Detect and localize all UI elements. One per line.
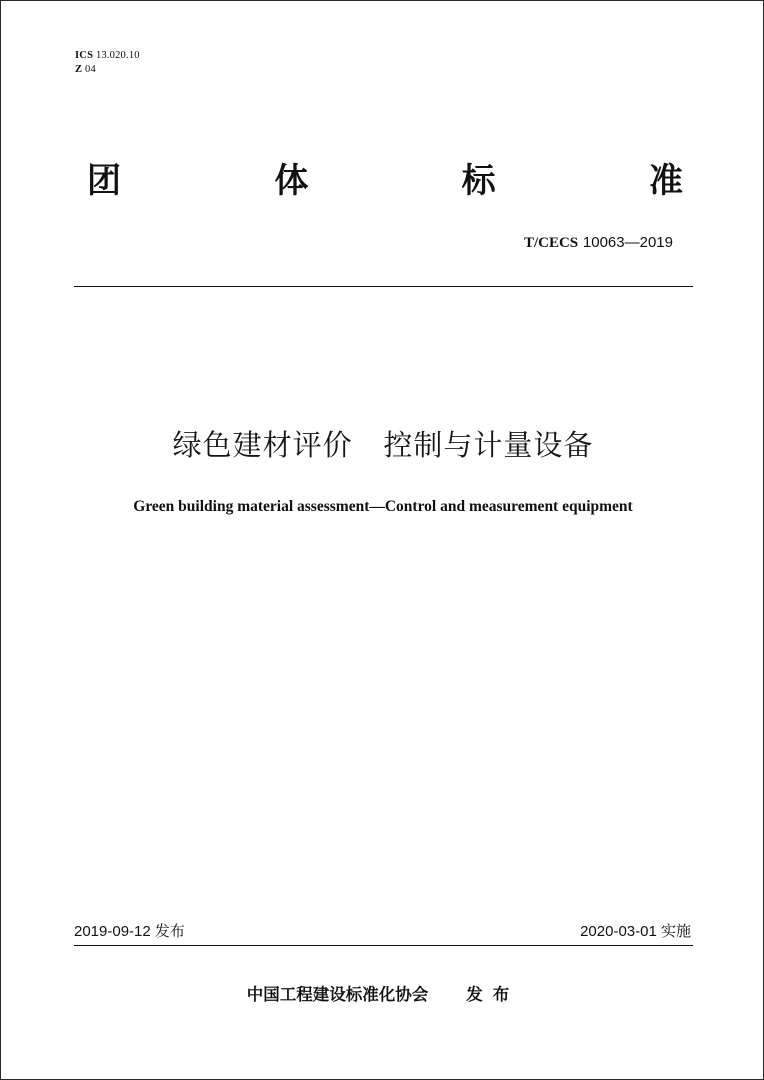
publisher xyxy=(1,984,764,1006)
title-english: Green building material assessment—Control and measurement equipment xyxy=(133,498,633,515)
standard-type-char: 标 xyxy=(461,161,496,201)
ics-code-line xyxy=(75,49,140,63)
ics-label: ICS xyxy=(75,50,94,61)
issue-date: 2019-09-12 发布 xyxy=(74,923,185,940)
class-code-line xyxy=(75,63,140,77)
implementation-date: 2020-03-01 实施 xyxy=(580,923,691,940)
top-divider xyxy=(74,286,693,287)
standard-type-char: 准 xyxy=(648,161,683,201)
publisher-verb: 发布 xyxy=(466,985,520,1004)
classification-codes xyxy=(75,49,140,77)
standard-type-char: 体 xyxy=(274,161,309,201)
standard-code xyxy=(524,233,673,252)
publisher-organization: 中国工程建设标准化协会 xyxy=(246,985,429,1004)
standard-code-number: 10063—2019 xyxy=(582,234,673,251)
standard-code-prefix: T/CECS xyxy=(523,235,579,251)
bottom-divider xyxy=(74,945,693,946)
title-chinese: 绿色建材评价 控制与计量设备 xyxy=(172,428,594,462)
standard-type-heading xyxy=(87,159,683,203)
class-code: 04 xyxy=(85,64,96,75)
ics-code: 13.020.10 xyxy=(95,50,140,61)
class-label: Z xyxy=(75,64,83,75)
standard-type-char: 团 xyxy=(87,161,121,201)
